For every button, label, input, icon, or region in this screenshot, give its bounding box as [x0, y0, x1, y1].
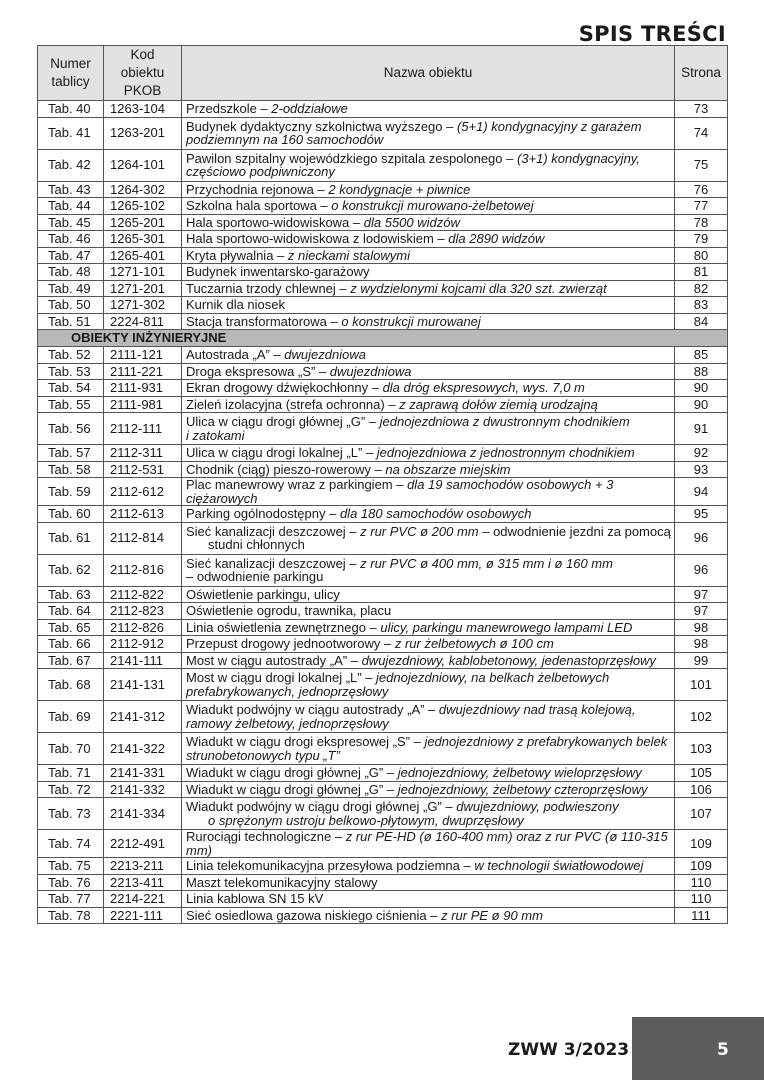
name-detail: dwujezdniowy nad trasą kolejową, — [438, 702, 636, 717]
object-name — [182, 907, 675, 924]
table-row — [38, 603, 728, 620]
name-text: Stacja transformatorowa – — [186, 313, 342, 329]
name-detail: (5+1) kondygnacyjny z garażem — [456, 118, 642, 134]
page-number-cell: 106 — [675, 781, 728, 798]
tab-number: Tab. 56 — [38, 413, 104, 445]
tab-number: Tab. 67 — [38, 652, 104, 669]
table-row — [38, 461, 728, 478]
table-row — [38, 798, 728, 830]
header-tab-number: Numer tablicy — [38, 46, 104, 101]
name-text: Budynek inwentarsko-garażowy — [186, 264, 370, 279]
tab-number: Tab. 58 — [38, 461, 104, 478]
name-detail: jednojezdniowy z prefabrykowanych belek — [424, 734, 668, 749]
page-number-cell: 95 — [675, 506, 728, 523]
pkob-code: 2141-332 — [104, 781, 182, 798]
name-detail: z zaprawą dołów ziemią urodzajną — [399, 396, 598, 412]
tab-number: Tab. 62 — [38, 554, 104, 586]
table-header-row — [38, 46, 728, 101]
object-name — [182, 461, 675, 478]
name-text: Budynek dydaktyczny szkolnictwa wyższego – — [186, 118, 457, 134]
tab-number: Tab. 72 — [38, 781, 104, 798]
tab-number: Tab. 60 — [38, 506, 104, 523]
object-name — [182, 380, 675, 397]
section-row — [38, 330, 728, 347]
toc-table — [37, 45, 728, 924]
footer-label: ZWW 3/2023 — [508, 1040, 630, 1060]
page-number-cell: 92 — [675, 445, 728, 462]
name-text: Droga ekspresowa „S” – — [186, 363, 330, 379]
tab-number: Tab. 46 — [38, 231, 104, 248]
pkob-code: 2112-311 — [104, 445, 182, 462]
name-detail: o konstrukcji murowano-żelbetowej — [331, 198, 534, 213]
name-text: Wiadukt w ciągu drogi głównej „G” – — [186, 765, 398, 780]
page-number-cell: 109 — [675, 858, 728, 875]
table-row — [38, 478, 728, 506]
table-row — [38, 636, 728, 653]
table-row — [38, 733, 728, 765]
tab-number: Tab. 70 — [38, 733, 104, 765]
page-number-cell: 99 — [675, 652, 728, 669]
name-detail: dwujezdniowy, podwieszony — [456, 799, 619, 814]
name-detail: z rur żelbetowych ø 100 cm — [394, 636, 554, 651]
table-row — [38, 380, 728, 397]
pkob-code: 2224-811 — [104, 313, 182, 330]
object-name — [182, 445, 675, 462]
name-detail: dla 2890 widzów — [448, 231, 545, 246]
name-text: Tuczarnia trzody chlewnej – — [186, 280, 351, 296]
table-row — [38, 214, 728, 231]
object-name — [182, 636, 675, 653]
page-number-cell: 80 — [675, 247, 728, 264]
pkob-code: 2112-111 — [104, 413, 182, 445]
name-detail: z nieckami stalowymi — [287, 247, 410, 263]
object-name — [182, 280, 675, 297]
name-detail: dla 180 samochodów osobowych — [339, 506, 532, 521]
pkob-code: 1271-101 — [104, 264, 182, 281]
pkob-code: 2112-612 — [104, 478, 182, 506]
name-detail-line2: o sprężonym ustroju belkowo-płytowym, dwuprzęsłowy — [208, 812, 524, 828]
page-number-cell: 83 — [675, 297, 728, 314]
page-number-cell: 84 — [675, 313, 728, 330]
tab-number: Tab. 44 — [38, 198, 104, 215]
pkob-code: 2213-411 — [104, 874, 182, 891]
page-number-cell: 96 — [675, 554, 728, 586]
page-number-cell: 91 — [675, 413, 728, 445]
name-text: Szkolna hala sportowa – — [186, 198, 332, 213]
tab-number: Tab. 76 — [38, 874, 104, 891]
name-text: Rurociągi technologiczne – — [186, 829, 346, 844]
tab-number: Tab. 78 — [38, 907, 104, 924]
tab-number: Tab. 55 — [38, 396, 104, 413]
object-name — [182, 214, 675, 231]
page-number-cell: 76 — [675, 181, 728, 198]
page-number-cell: 107 — [675, 798, 728, 830]
name-detail-line2: prefabrykowanych, jednoprzęsłowy — [186, 683, 389, 699]
name-detail: z rur PVC ø 200 mm — [360, 523, 479, 539]
tab-number: Tab. 54 — [38, 380, 104, 397]
table-row — [38, 445, 728, 462]
object-name — [182, 247, 675, 264]
object-name — [182, 101, 675, 118]
name-text-line2: – odwodnienie parkingu — [186, 569, 324, 584]
tab-number: Tab. 45 — [38, 214, 104, 231]
name-detail: dwujezdniowa — [284, 347, 366, 362]
table-row — [38, 619, 728, 636]
pkob-code: 1263-201 — [104, 117, 182, 149]
object-name — [182, 781, 675, 798]
object-name — [182, 198, 675, 215]
page-number-cell: 74 — [675, 117, 728, 149]
header-code: Kod obiektu PKOB — [104, 46, 182, 101]
name-detail: jednojezdniowy, na belkach żelbetowych — [376, 670, 610, 685]
pkob-code: 2141-312 — [104, 701, 182, 733]
tab-number: Tab. 66 — [38, 636, 104, 653]
tab-number: Tab. 71 — [38, 765, 104, 782]
tab-number: Tab. 59 — [38, 478, 104, 506]
name-detail: jednojezdniowy, żelbetowy czteroprzęsłowy — [397, 781, 648, 797]
name-text: Most w ciągu drogi lokalnej „L” – — [186, 670, 377, 685]
table-row — [38, 247, 728, 264]
name-text: Linia telekomunikacyjna przesyłowa podziemna – — [186, 858, 475, 873]
tab-number: Tab. 75 — [38, 858, 104, 875]
name-detail: z rur PVC ø 400 mm, ø 315 mm i ø 160 mm — [360, 555, 613, 571]
name-text: Przepust drogowy jednootworowy – — [186, 636, 395, 651]
pkob-code: 2141-322 — [104, 733, 182, 765]
name-text: Linia oświetlenia zewnętrznego – — [186, 619, 381, 635]
name-text: Wiadukt podwójny w ciągu autostrady „A” – — [186, 702, 439, 717]
tab-number: Tab. 69 — [38, 701, 104, 733]
tab-number: Tab. 53 — [38, 363, 104, 380]
tab-number: Tab. 68 — [38, 669, 104, 701]
object-name — [182, 117, 675, 149]
table-row — [38, 363, 728, 380]
tab-number: Tab. 40 — [38, 101, 104, 118]
name-detail: na obszarze miejskim — [385, 461, 511, 477]
object-name — [182, 181, 675, 198]
name-detail: z rur PE-HD (ø 160-400 mm) oraz z rur PVC (ø 110-315 mm) — [186, 829, 668, 858]
name-text: Ekran drogowy dźwiękochłonny – — [186, 380, 383, 395]
object-name — [182, 891, 675, 908]
pkob-code: 2212-491 — [104, 830, 182, 858]
name-detail: w technologii światłowodowej — [474, 858, 644, 873]
pkob-code: 2112-823 — [104, 603, 182, 620]
page-number-cell: 111 — [675, 907, 728, 924]
table-row — [38, 149, 728, 181]
name-text: Sieć kanalizacji deszczowej – — [186, 523, 361, 539]
pkob-code: 1265-301 — [104, 231, 182, 248]
name-detail-line2: podziemnym na 160 samochodów — [186, 132, 384, 147]
name-text: Oświetlenie ogrodu, trawnika, placu — [186, 603, 392, 618]
tab-number: Tab. 77 — [38, 891, 104, 908]
page-number-cell: 94 — [675, 478, 728, 506]
name-detail: z wydzielonymi kojcami dla 320 szt. zwierząt — [350, 280, 607, 296]
name-text: Kryta pływalnia – — [186, 247, 288, 263]
name-text: Chodnik (ciąg) pieszo-rowerowy – — [186, 461, 386, 477]
name-text: Maszt telekomunikacyjny stalowy — [186, 874, 378, 890]
pkob-code: 2141-334 — [104, 798, 182, 830]
name-text: Wiadukt w ciągu drogi głównej „G” – — [186, 781, 398, 797]
page-number: 5 — [717, 1040, 729, 1060]
table-row — [38, 858, 728, 875]
object-name — [182, 798, 675, 830]
name-text: Autostrada „A” – — [186, 347, 285, 362]
page-number-cell: 81 — [675, 264, 728, 281]
name-detail: dla 19 samochodów osobowych + 3 ciężarowych — [186, 477, 614, 506]
pkob-code: 2112-531 — [104, 461, 182, 478]
pkob-code: 1264-302 — [104, 181, 182, 198]
pkob-code: 2112-613 — [104, 506, 182, 523]
name-text-line2: studni chłonnych — [208, 537, 305, 552]
object-name — [182, 313, 675, 330]
table-row — [38, 830, 728, 858]
pkob-code: 2111-931 — [104, 380, 182, 397]
tab-number: Tab. 63 — [38, 586, 104, 603]
table-row — [38, 313, 728, 330]
name-text: Zieleń izolacyjna (strefa ochronna) – — [186, 396, 400, 412]
table-row — [38, 181, 728, 198]
table-row — [38, 101, 728, 118]
object-name — [182, 874, 675, 891]
page-number-cell: 105 — [675, 765, 728, 782]
object-name — [182, 586, 675, 603]
object-name — [182, 363, 675, 380]
name-detail: dwujezdniowa — [329, 363, 412, 379]
name-detail: jednojezdniowa z jednostronnym chodnikiem — [376, 445, 635, 460]
pkob-code: 1263-104 — [104, 101, 182, 118]
object-name — [182, 619, 675, 636]
section-heading-text: OBIEKTY INŻYNIERYJNE — [71, 330, 227, 346]
tab-number: Tab. 47 — [38, 247, 104, 264]
name-detail: dla dróg ekspresowych, wys. 7,0 m — [382, 380, 585, 395]
page-number-cell: 110 — [675, 874, 728, 891]
name-text: Wiadukt podwójny w ciągu drogi głównej „G” – — [186, 799, 457, 814]
object-name — [182, 396, 675, 413]
object-name — [182, 506, 675, 523]
tab-number: Tab. 74 — [38, 830, 104, 858]
name-detail: 2-oddziałowe — [271, 101, 348, 116]
page-number-cell: 77 — [675, 198, 728, 215]
name-text: Hala sportowo-widowiskowa – — [186, 214, 364, 230]
tab-number: Tab. 52 — [38, 347, 104, 364]
page-number-cell: 79 — [675, 231, 728, 248]
pkob-code: 2111-221 — [104, 363, 182, 380]
pkob-code: 2141-331 — [104, 765, 182, 782]
table-row — [38, 765, 728, 782]
name-detail: ulicy, parkingu manewrowego lampami LED — [380, 619, 633, 635]
name-text: Ulica w ciągu drogi głównej „G” – — [186, 414, 380, 429]
object-name — [182, 297, 675, 314]
name-text-cont: – odwodnienie jezdni za pomocą — [478, 523, 671, 539]
page-number-cell: 98 — [675, 636, 728, 653]
page-number-cell: 110 — [675, 891, 728, 908]
name-text: Wiadukt w ciągu drogi ekspresowej „S” – — [186, 734, 425, 749]
name-detail: dwujezdniowy, kablobetonowy, jedenastoprzęsłowy — [361, 652, 656, 668]
object-name — [182, 478, 675, 506]
name-detail-line2: ramowy żelbetowy, jednoprzęsłowy — [186, 715, 389, 731]
name-detail-line2: strunobetonowych typu „T” — [186, 747, 340, 763]
pkob-code: 1265-102 — [104, 198, 182, 215]
tab-number: Tab. 42 — [38, 149, 104, 181]
page-number-cell: 90 — [675, 396, 728, 413]
name-detail: jednojezdniowa z dwustronnym chodnikiem — [379, 414, 630, 429]
table-row — [38, 413, 728, 445]
name-text: Linia kablowa SN 15 kV — [186, 891, 324, 906]
pkob-code: 2112-822 — [104, 586, 182, 603]
page-number-cell: 73 — [675, 101, 728, 118]
name-detail: (3+1) kondygnacyjny, — [516, 150, 640, 166]
pkob-code: 1264-101 — [104, 149, 182, 181]
pkob-code: 2213-211 — [104, 858, 182, 875]
object-name — [182, 264, 675, 281]
page-number-cell: 109 — [675, 830, 728, 858]
name-text: Parking ogólnodostępny – — [186, 506, 340, 521]
name-text: Hala sportowo-widowiskowa z lodowiskiem – — [186, 231, 449, 246]
page-number-cell: 88 — [675, 363, 728, 380]
page-number-cell: 75 — [675, 149, 728, 181]
object-name — [182, 765, 675, 782]
pkob-code: 1271-302 — [104, 297, 182, 314]
table-row — [38, 117, 728, 149]
pkob-code: 2221-111 — [104, 907, 182, 924]
object-name — [182, 231, 675, 248]
pkob-code: 2112-912 — [104, 636, 182, 653]
pkob-code: 2112-826 — [104, 619, 182, 636]
object-name — [182, 413, 675, 445]
pkob-code: 2214-221 — [104, 891, 182, 908]
object-name — [182, 347, 675, 364]
name-detail: z rur PE ø 90 mm — [441, 907, 543, 923]
name-text: Most w ciągu autostrady „A” – — [186, 652, 362, 668]
pkob-code: 1265-401 — [104, 247, 182, 264]
name-detail: jednojezdniowy, żelbetowy wieloprzęsłowy — [397, 765, 642, 780]
header-page: Strona — [675, 46, 728, 101]
table-row — [38, 907, 728, 924]
name-text: Sieć osiedlowa gazowa niskiego ciśnienia – — [186, 907, 442, 923]
object-name — [182, 149, 675, 181]
name-detail-line2: i zatokami — [186, 427, 245, 443]
table-row — [38, 701, 728, 733]
pkob-code: 2112-814 — [104, 522, 182, 554]
object-name — [182, 830, 675, 858]
table-row — [38, 652, 728, 669]
page-number-cell: 90 — [675, 380, 728, 397]
tab-number: Tab. 73 — [38, 798, 104, 830]
pkob-code: 1265-201 — [104, 214, 182, 231]
page-number-cell: 93 — [675, 461, 728, 478]
name-detail: 2 kondygnacje + piwnice — [328, 181, 471, 197]
tab-number: Tab. 65 — [38, 619, 104, 636]
pkob-code: 2141-111 — [104, 652, 182, 669]
header-name: Nazwa obiektu — [182, 46, 675, 101]
name-text: Plac manewrowy wraz z parkingiem – — [186, 477, 408, 492]
name-text: Kurnik dla niosek — [186, 297, 285, 312]
object-name — [182, 652, 675, 669]
pkob-code: 2112-816 — [104, 554, 182, 586]
section-heading — [38, 330, 728, 347]
name-text: Przedszkole – — [186, 101, 272, 116]
tab-number: Tab. 43 — [38, 181, 104, 198]
tab-number: Tab. 64 — [38, 603, 104, 620]
name-text: Sieć kanalizacji deszczowej – — [186, 555, 361, 571]
pkob-code: 1271-201 — [104, 280, 182, 297]
page-number-cell: 82 — [675, 280, 728, 297]
table-row — [38, 347, 728, 364]
table-row — [38, 522, 728, 554]
name-detail: o konstrukcji murowanej — [341, 313, 481, 329]
page-number-cell: 85 — [675, 347, 728, 364]
tab-number: Tab. 57 — [38, 445, 104, 462]
tab-number: Tab. 61 — [38, 522, 104, 554]
table-row — [38, 264, 728, 281]
page-number-cell: 98 — [675, 619, 728, 636]
table-row — [38, 586, 728, 603]
table-row — [38, 280, 728, 297]
tab-number: Tab. 50 — [38, 297, 104, 314]
table-row — [38, 297, 728, 314]
name-detail-line2: częściowo podpiwniczony — [186, 164, 335, 179]
table-row — [38, 231, 728, 248]
page-number-cell: 103 — [675, 733, 728, 765]
tab-number: Tab. 51 — [38, 313, 104, 330]
table-row — [38, 781, 728, 798]
tab-number: Tab. 49 — [38, 280, 104, 297]
table-row — [38, 669, 728, 701]
name-text: Oświetlenie parkingu, ulicy — [186, 586, 340, 602]
tab-number: Tab. 48 — [38, 264, 104, 281]
page-number-cell: 101 — [675, 669, 728, 701]
name-detail: dla 5500 widzów — [363, 214, 460, 230]
tab-number: Tab. 41 — [38, 117, 104, 149]
page-number-cell: 102 — [675, 701, 728, 733]
pkob-code: 2111-121 — [104, 347, 182, 364]
table-row — [38, 198, 728, 215]
object-name — [182, 522, 675, 554]
page-number-cell: 78 — [675, 214, 728, 231]
object-name — [182, 554, 675, 586]
page-number-cell: 96 — [675, 522, 728, 554]
page-title: SPIS TREŚCI — [578, 22, 726, 46]
name-text: Ulica w ciągu drogi lokalnej „L” – — [186, 445, 377, 460]
object-name — [182, 701, 675, 733]
table-row — [38, 396, 728, 413]
toc-body — [38, 101, 728, 924]
name-text: Przychodnia rejonowa – — [186, 181, 329, 197]
table-row — [38, 506, 728, 523]
object-name — [182, 669, 675, 701]
footer-box — [632, 1017, 764, 1080]
object-name — [182, 733, 675, 765]
page-number-cell: 97 — [675, 603, 728, 620]
object-name — [182, 858, 675, 875]
pkob-code: 2111-981 — [104, 396, 182, 413]
table-row — [38, 554, 728, 586]
page-number-cell: 97 — [675, 586, 728, 603]
pkob-code: 2141-131 — [104, 669, 182, 701]
object-name — [182, 603, 675, 620]
table-row — [38, 874, 728, 891]
name-text: Pawilon szpitalny wojewódzkiego szpitala zespolonego – — [186, 150, 517, 166]
table-row — [38, 891, 728, 908]
